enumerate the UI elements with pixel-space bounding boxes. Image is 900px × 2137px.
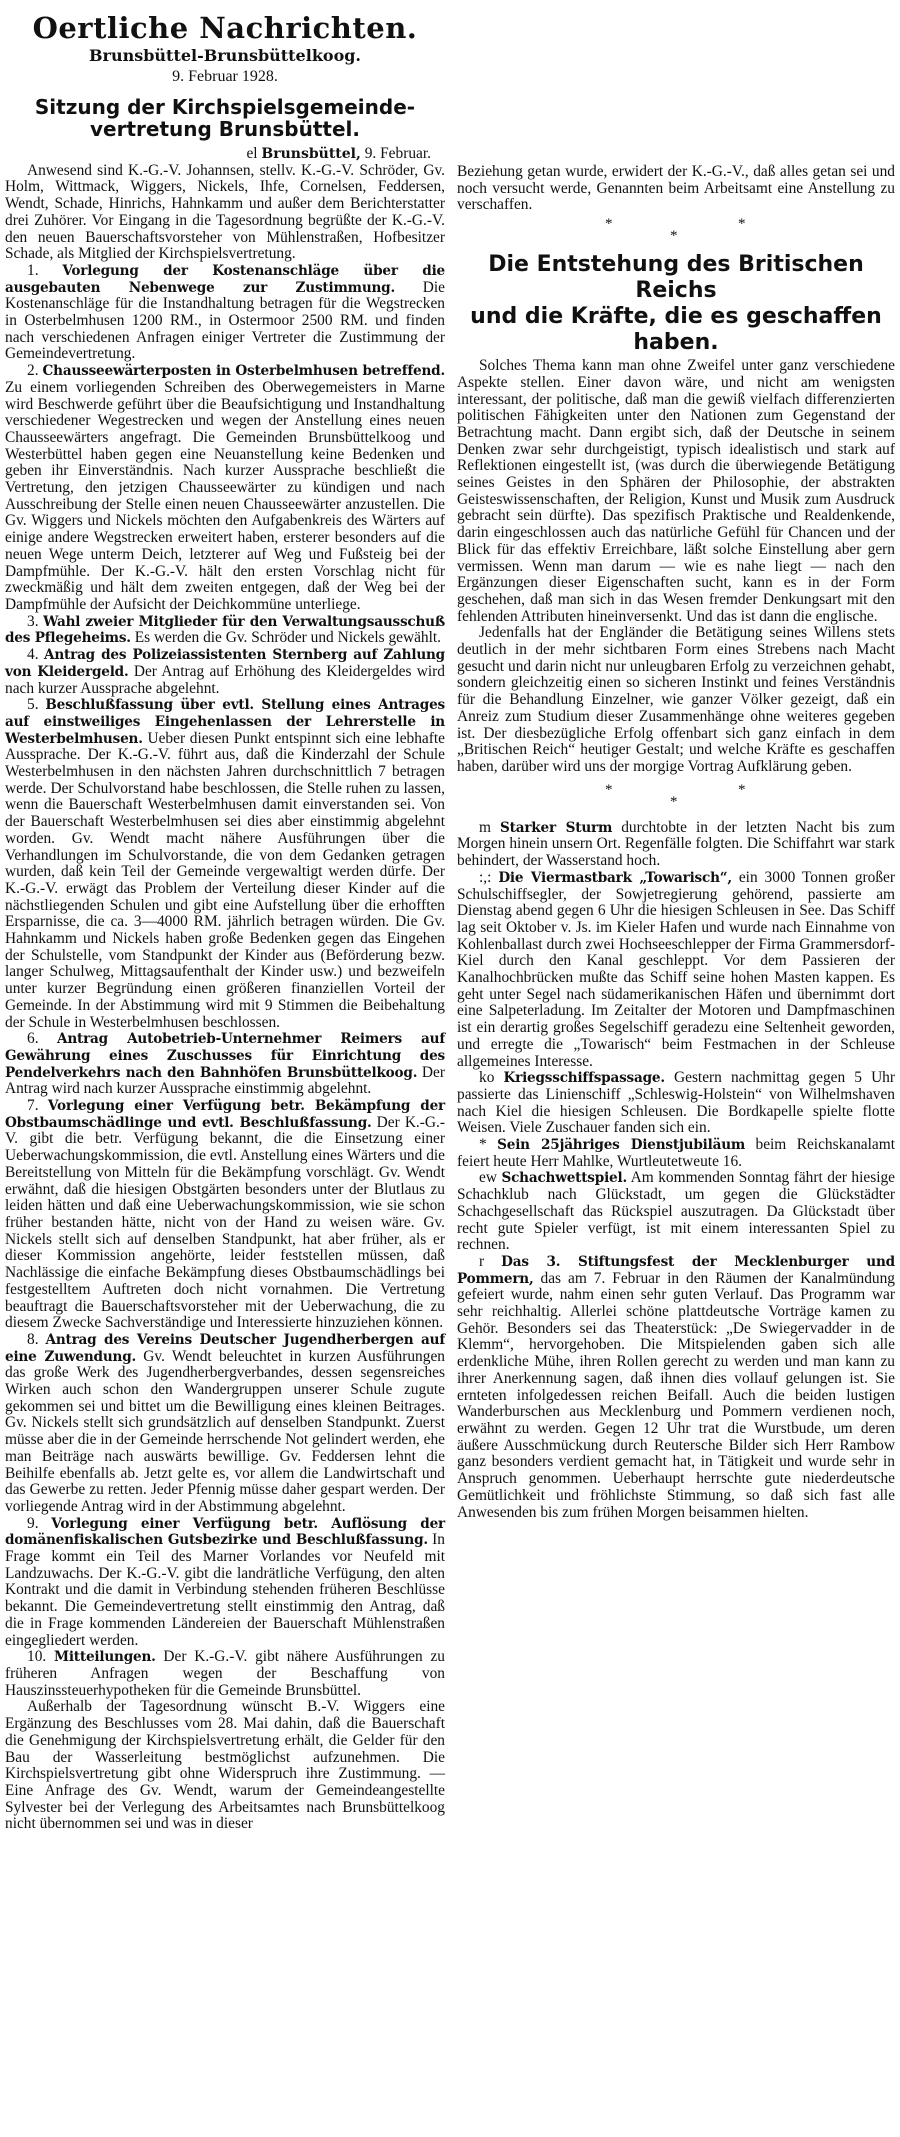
item-text: Ueber diesen Punkt entspinnt sich eine lebhafte Aussprache. Der K.-G.-V. führt aus, daß die Kinderzahl der Schule Westerbelmhusen in den nächsten Jahren durchschnittlich 7 betragen werde. Der Schulvorstand habe beschlossen, die Stelle ruhen zu lassen, wenn die Bauerschaft Westerbelmhusen damit einverstanden sei. Von der Bauerschaft Westerbelmhusen sei dies aber einstimmig abgelehnt worden. Gv. Wendt macht nähere Ausführungen über die Verhandlungen im Schulvorstande, die von dem Gedanken getragen wurden, daß kein Teil der Gemeinde vergewaltigt werden dürfe. Der K.-G.-V. erwägt das Problem der Verteilung dieser Kinder auf die nächstliegenden Schulen und gibt eine Aufstellung über die erhofften Ersparnisse, die ca. 3—4000 RM. jährlich betragen würden. Die Gv. Hahnkamm und Nickels haben große Bedenken gegen das Eingehen der Schulstelle, vom Standpunkt der Kinder aus (Beförderung bezw. langer Schulweg, Mittagsaufenthalt der Kinder usw.) und bezweifeln unter kurzer Begründung einen größeren finanziellen Vorteil der Gemeinde. In der Abstimmung wird mit 9 Stimmen die Beibehaltung der Schule in Westerbelmhusen beschlossen. [5, 729, 445, 1031]
item-text: Die Kostenanschläge für die Instandhaltung betragen für die Wegstrecken in Osterbelmhusen 1200 RM., in Ostermoor 2500 RM. und finden nach verschiedenen Anfragen einiger Vertreter die Zustimmung der Gemeindevertretung. [5, 278, 445, 363]
separator [457, 780, 895, 814]
agenda-item [5, 647, 445, 697]
paragraph-text: Anwesend sind K.-G.-V. Johannsen, stellv. K.-G.-V. Schröder, Gv. Holm, Wittmack, Wiggers, Nickels, Ihfe, Cornelsen, Feddersen, Wendt, Schade, Hinrichs, Hahnkamm und außer dem Berichterstatter drei Zuhörer. Vor Eingang in die Tagesordnung begrüßte der K.-G.-V. den neuen Bauerschaftsvorsteher von Mühlenstraßen, Hofbesitzer Schade, als Mitglied der Kirchspielsvertretung. [5, 161, 445, 263]
author-mark: * [479, 1136, 487, 1154]
dateline-date: 9. Februar. [364, 145, 431, 162]
item-number: 1. [27, 261, 39, 279]
heading-line: Sitzung der Kirchspielsgemeinde- [34, 95, 416, 119]
paragraph: Jedenfalls hat der Engländer die Betätigung seines Willens stets deutlich in der mehr sichtbaren Form eines Strebens nach Macht gesucht und darin nicht nur unleugbaren Erfolg zu verzeichnen gehabt, sondern gleichzeitig einen so sicheren Instinkt und feines Verständnis für die Behandlung Einzelner, wie ganzer Völker gezeigt, daß ein Anreiz zum Studium dieser Zusammenhänge ohne weiteres gegeben ist. Der diesbezügliche Erfolg offenbart sich ganz einfach in dem „Britischen Reich“ heutiger Gestalt; und welche Kräfte es geschaffen haben, darüber wird uns der morgige Vortrag Aufklärung geben. [457, 624, 895, 775]
masthead [5, 10, 445, 88]
author-mark: m [479, 818, 491, 836]
news-text: beim Reichskanalamt feiert heute Herr Mahlke, Wurtleutetweute 16. [457, 1136, 895, 1170]
item-number: 7. [27, 1097, 39, 1115]
item-text: Es werden die Gv. Schröder und Nickels gewählt. [134, 629, 442, 647]
agenda-item [5, 263, 445, 363]
paragraph-continuation: Beziehung getan wurde, erwidert der K.-G.-V., daß alles getan sei und noch versucht werde, Genannten beim Arbeitsamt eine Anstellung zu verschaffen. [457, 163, 895, 214]
agenda-item [5, 1098, 445, 1332]
section-date: 9. Februar 1928. [172, 68, 278, 85]
paragraph [5, 1699, 445, 1833]
asterisk-icon: * [738, 781, 746, 798]
item-text: Zu einem vorliegenden Schreiben des Oberwegemeisters in Marne wird Beschwerde geführt über die Beaufsichtigung und Instandhaltung verschiedener Wegestrecken und wegen der Anstellung eines neuen Chausseewärters angefragt. Die Gemeinden Brunsbüttelkoog und Westerbüttel haben gegen eine Neuanstellung keine Bedenken und geben ihr Einverständnis. Nach kurzer Aussprache beschließt die Vertretung, den jetzigen Chausseewärter zu kündigen und nach Ausschreibung der Stelle einen neuen Chausseewärter anzustellen. Die Gv. Wiggers und Nickels möchten den Aufgabenkreis des Wärters auf einige andere Wegstrecken erweitert haben, ersterer besonders auf die neuen Wege unterm Deich, letzterer auf Weg und Fußsteig bei der Dampfmühle. Der K.-G.-V. hält den ersten Vorschlag nicht für zweckmäßig und hält dem zweiten entgegen, daß der Weg bei der Dampfmühle der Aufsicht der Deichkommüne unterliege. [5, 378, 445, 613]
section-title: Oertliche Nachrichten. [32, 11, 418, 45]
asterisk-icon: * [605, 216, 613, 233]
article-heading [5, 96, 445, 140]
item-title: Antrag des Vereins Deutscher Jugendherbergen auf eine Zuwendung. [5, 1331, 445, 1365]
agenda-item [5, 363, 445, 614]
left-column [5, 0, 445, 1833]
item-number: 8. [27, 1330, 39, 1348]
item-number: 9. [27, 1514, 39, 1532]
news-headline: Die Viermastbark „Towarisch“, [498, 869, 732, 886]
item-text: Der K.-G.-V. gibt nähere Ausführungen zu früheren Anfragen wegen der Beschaffung von Hauszinssteuerhypotheken für die Gemeinde Brunsbüttel. [5, 1648, 445, 1699]
item-number: 3. [27, 612, 39, 630]
item-text: Der Antrag wird nach kurzer Aussprache einstimmig abgelehnt. [5, 1063, 445, 1098]
news-item [457, 1254, 895, 1521]
agenda-item [5, 1031, 445, 1098]
item-title: Vorlegung einer Verfügung betr. Bekämpfung der Obstbaumschädlinge und evtl. Beschlußfassung. [5, 1098, 445, 1131]
item-number: 10. [27, 1648, 47, 1666]
news-headline: Sein 25jähriges Dienstjubiläum [497, 1137, 746, 1154]
news-headline: Schachwettspiel. [501, 1170, 627, 1187]
author-mark: ko [479, 1069, 495, 1087]
news-text: das am 7. Februar in den Räumen der Kanalmündung gefeiert wurde, nahm einen sehr guten Verlauf. Das Programm war sehr reichhaltig. Allerlei schöne plattdeutsche Vorträge kamen zu Gehör. Besonders sei das Theaterstück: „De Swiegervadder in de Klemm“, hervorgehoben. Die Mitspielenden gaben sich alle erdenkliche Mühe, ihren Rollen gerecht zu werden und man kann zu ihrer Anerkennung sagen, daß ihnen dies vollauf gelungen ist. Sie ernteten infolgedessen reichen Beifall. Auch die beiden lustigen Wanderburschen aus Mecklenburg und Pommern verdienen noch, erwähnt zu werden. Gegen 12 Uhr trat die Wurstbude, um deren äußere Ausschmückung durch Reutersche Bilder sich Herr Rambow ganz besonders verdient gemacht hat, in Tätigkeit und wurde sehr in Anspruch genommen. Ueberhaupt herrschte gute niederdeutsche Gemütlichkeit und fröhlichste Stimmung, so daß sich fast alle Anwesenden bis zum frühen Morgen beisammen hielten. [457, 1269, 895, 1521]
paragraph: Solches Thema kann man ohne Zweifel unter ganz verschiedene Aspekte stellen. Einer davon wäre, und nicht am wenigsten interessant, der politische, daß man die gewiß vielfach differenzierten politischen Fähigkeiten unter den Nationen zum Gegenstand der Betrachtung macht. Dann ergibt sich, daß der Deutsche in seinem Denken zwar sehr durchgeistigt, typisch idealistisch und stark auf Reflektionen eingestellt ist, (was durch die überwiegende Betätigung seines Geistes in den Sphären der Philosophie, der abstrakten Geisteswissenschaften, der Religion, Kunst und Musik zum Ausdruck gebracht sein dürfte). Das spezifisch Praktische und Realdenkende, darin eingeschlossen auch das natürliche Gefühl für Chancen und der Blick für das effektiv Erreichbare, läßt solche Einstellung aber gern vermissen. Wenn man darum — wie es nahe liegt — nach den Ergänzungen dieser Eigenschaften sucht, kann es in der Form geschehen, daß man sich in das Wesen fremder Denkungsart mit den fehlenden Attributen hineinversenkt. Und das ist dann die englische. [457, 357, 895, 625]
right-column [457, 164, 895, 1521]
agenda-item [5, 1516, 445, 1650]
item-title: Antrag des Polizeiassistenten Sternberg auf Zahlung von Kleidergeld. [5, 647, 445, 680]
news-headline: Das 3. Stiftungsfest der Mecklenburger und Pommern, [457, 1253, 895, 1287]
item-text: Der K.-G.-V. gibt die betr. Verfügung bekannt, die die Einsetzung einer Ueberwachungskommission, die evtl. Anstellung eines Wärters und die Bereitstellung von Mitteln für die Bekämpfung vorschlägt. Gv. Wendt erwähnt, daß die hiesigen Obstgärten besonders unter der Blutlaus zu leiden hätten und daß eine Ueberwachungskommission, wie sie schon früher bestanden hätte, nicht von der Hand zu weisen wäre. Gv. Nickels stellt sich auf denselben Standpunkt, hat aber früher, als er dieser Kommission angehörte, leider feststellen müssen, daß Nachlässige die einfache Bekämpfung dieses Obstbaumschädlings bei festgestelltem Auftreten doch nicht vornahmen. Die Vertretung beauftragt die Bauerschaftsvorsteher mit der Ueberwachung, die zu diesem Zwecke Sachverständige und Interessierte hinzuziehen können. [5, 1113, 445, 1332]
author-mark: ew [479, 1169, 497, 1187]
item-text: Der Antrag auf Erhöhung des Kleidergeldes wird nach kurzer Aussprache abgelehnt. [5, 662, 446, 697]
asterisk-icon: * [670, 228, 678, 245]
agenda-item [5, 614, 445, 647]
news-item [457, 1070, 895, 1137]
author-mark: r [479, 1252, 485, 1270]
agenda-item [5, 1332, 445, 1516]
author-mark: :,: [479, 868, 492, 886]
paragraph-text: Außerhalb der Tagesordnung wünscht B.-V. Wiggers eine Ergänzung des Beschlusses vom 28. Mai dahin, daß die Bauerschaft die Genehmigung der Kirchspielsvertretung erhält, die Gelder für den Bau der Wasserleitung bestmöglichst aufzunehmen. Die Kirchspielsvertretung gibt ohne Widerspruch ihre Zustimmung. — Eine Anfrage des Gv. Wendt, warum der Gemeindeangestellte Sylvester bei der Verlegung des Arbeitsamtes nach Brunsbüttelkoog nicht übernommen sei und was in dieser [5, 1698, 445, 1833]
author-mark: el [246, 145, 258, 162]
news-text: Am kommenden Sonntag fährt der hiesige Schachklub nach Glückstadt, um gegen die Glückstädter Schachgesellschaft das Rückspiel auszutragen. Da Glückstadt über recht gute Spieler verfügt, ist mit einem interessanten Spiel zu rechnen. [457, 1169, 896, 1254]
item-title: Chausseewärterposten in Osterbelmhusen betreffend. [42, 363, 445, 380]
news-text: durchtobte in der letzten Nacht bis zum Morgen hinein unsern Ort. Regenfälle folgten. Die Schiffahrt war stark behindert, der Wasserstand hoch. [457, 818, 895, 870]
item-title: Antrag Autobetrieb-Unternehmer Reimers auf Gewährung eines Zuschusses für Einrichtung des Pendelverkehrs nach den Bahnhöfen Brunsbüttelkoog. [5, 1031, 445, 1081]
item-title: Vorlegung der Kostenanschläge über die ausgebauten Nebenwege zur Zustimmung. [5, 262, 445, 296]
news-headline: Starker Sturm [500, 819, 613, 836]
asterisk-icon: * [738, 216, 746, 233]
news-item [457, 820, 895, 870]
heading-line: vertretung Brunsbüttel. [90, 117, 360, 141]
agenda-item [5, 1649, 445, 1699]
item-title: Mitteilungen. [53, 1649, 156, 1666]
item-text: Gv. Wendt beleuchtet in kurzen Ausführungen das große Werk des Jugendherbergverbandes, dessen segensreiches Wirken auch schon den Wandergruppen unserer Schule zugute gekommen sei und bittet um die Bewilligung eines kleinen Beitrages. Gv. Nickels stellt sich grundsätzlich auf denselben Standpunkt. Zuerst müsse aber die in der Gemeinde herrschende Not gelindert werden, ehe man Beiträge nach auswärts bewillige. Gv. Feddersen lehnt die Beihilfe ebenfalls ab. Jetzt gelte es, vor allem die Landwirtschaft und das Gewerbe zu retten. Jeder Pfennig müsse daher gespart werden. Der vorliegende Antrag wird in der Abstimmung abgelehnt. [5, 1347, 445, 1515]
asterisk-icon: * [605, 781, 613, 798]
dateline-place: Brunsbüttel, [261, 146, 361, 162]
item-title: Beschlußfassung über evtl. Stellung eines Antrages auf einstweiliges Eingehenlassen der Lehrerstelle in Westerbelmhusen. [5, 697, 445, 747]
item-text: In Frage kommt ein Teil des Marner Vorlandes vor Neufeld mit Landzuwachs. Der K.-G.-V. gibt die landrätliche Verfügung, den alten Kontrakt und die damit in Verbindung stehenden früheren Beschlüsse bekannt. Die Gemeindevertretung stellt einstimmig den Antrag, daß die in Frage kommenden Ländereien der Bauerschaft Mühlenstraßen eingegliedert werden. [5, 1531, 445, 1649]
item-number: 6. [27, 1030, 39, 1048]
agenda-item [5, 697, 445, 1031]
paragraph [5, 163, 445, 263]
item-title: Wahl zweier Mitglieder für den Verwaltungsausschuß des Pflegeheims. [5, 613, 445, 647]
news-item [457, 1137, 895, 1170]
item-number: 4. [27, 646, 39, 664]
section-place: Brunsbüttel-Brunsbüttelkoog. [89, 46, 361, 65]
item-number: 2. [27, 362, 39, 380]
asterisk-icon: * [670, 793, 678, 810]
separator [457, 214, 895, 248]
heading-line: und die Kräfte, die es geschaffen haben. [470, 304, 882, 356]
news-item [457, 1170, 895, 1254]
heading-line: Die Entstehung des Britischen Reichs [488, 252, 864, 304]
dateline [5, 146, 431, 163]
news-item [457, 870, 895, 1070]
news-text: Gestern nachmittag gegen 5 Uhr passierte das Linienschiff „Schleswig-Holstein“ von Wilhelmshaven nach Kiel die hiesigen Schleusen. Die Bordkapelle spielte flotte Weisen. Viele Zuschauer fanden sich ein. [457, 1069, 896, 1137]
news-headline: Kriegsschiffspassage. [503, 1070, 665, 1087]
article-heading [457, 252, 895, 356]
item-number: 5. [27, 696, 39, 714]
news-text: ein 3000 Tonnen großer Schulschiffsegler, der Sowjetregierung gehörend, passierte am Dienstag abend gegen 6 Uhr die hiesigen Schleusen in See. Das Schiff lag seit Oktober v. Js. im Kieler Hafen und wurde nach Einnahme von Kohlenballast durch zwei Hochseeschlepper der Firma Grammersdorf-Kiel durch den Kanal geschleppt. Vor dem Passieren der Kanalhochbrücken mußte das Schiff seine hohen Masten kappen. Es geht unter Segel nach südamerikanischen Häfen und übernimmt dort eine Salpeterladung. Im Zeitalter der Motoren und Dampfmaschinen ist ein derartig großes Segelschiff geradezu eine Seltenheit geworden, und erregte die „Towarisch“ beim Festmachen in der Schleuse allgemeines Interesse. [457, 868, 895, 1070]
item-title: Vorlegung einer Verfügung betr. Auflösung der domänenfiskalischen Gutsbezirke und Beschlußfassung. [5, 1515, 446, 1549]
